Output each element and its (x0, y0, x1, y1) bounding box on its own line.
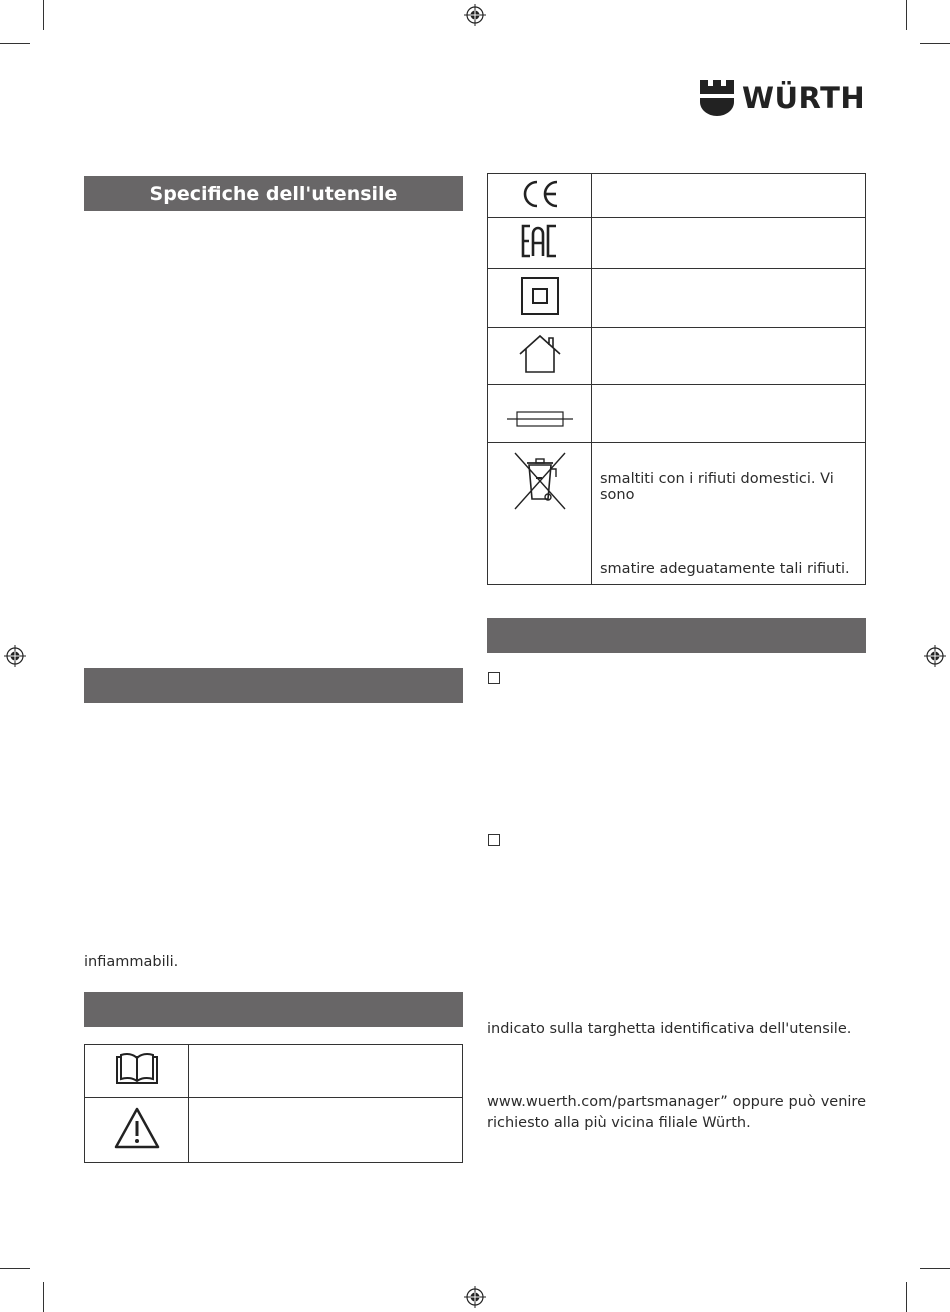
ce-mark-icon (519, 179, 561, 209)
symbol-row (488, 443, 866, 585)
symbol-desc-cell (592, 385, 866, 443)
section-header-specs (84, 176, 463, 211)
symbol-desc-cell (189, 1045, 463, 1098)
flammable-text: infiammabili. (84, 954, 179, 970)
registration-mark-icon (4, 645, 26, 667)
symbol-desc-cell (592, 443, 866, 585)
symbol-icon-cell (85, 1045, 189, 1098)
crop-mark (920, 43, 950, 44)
crop-mark (920, 1268, 950, 1269)
registration-mark-icon (924, 645, 946, 667)
symbol-table-right (487, 173, 866, 585)
symbol-icon-cell (488, 328, 592, 385)
weee-text-line2: smatire adeguatamente tali rifiuti. (600, 561, 850, 577)
registration-mark-icon (464, 4, 486, 26)
indoor-use-icon (517, 334, 563, 374)
section-header-4 (487, 618, 866, 653)
nameplate-text: indicato sulla targhetta identificativa dell'utensile. (487, 1021, 852, 1037)
parts-text-line2: richiesto alla più vicina filiale Würth. (487, 1115, 751, 1131)
crop-mark (906, 1282, 907, 1312)
weee-bin-icon (511, 449, 569, 511)
crop-mark (906, 0, 907, 30)
brand-name: WÜRTH (742, 81, 866, 115)
symbol-desc-cell (592, 174, 866, 218)
symbol-icon-cell (85, 1098, 189, 1163)
fuse-icon (505, 407, 575, 431)
eac-mark-icon (521, 224, 559, 258)
weee-text-line1: smaltiti con i rifiuti domestici. Vi sono (600, 471, 834, 503)
crop-mark (0, 1268, 30, 1269)
bullet-box (488, 834, 500, 846)
symbol-row (85, 1045, 463, 1098)
symbol-icon-cell (488, 218, 592, 269)
crop-mark (43, 1282, 44, 1312)
double-insulation-icon (520, 276, 560, 316)
crop-mark (43, 0, 44, 30)
brand-logo (700, 79, 865, 117)
symbol-desc-cell (592, 269, 866, 328)
section-title: Specifiche dell'utensile (149, 182, 398, 205)
symbol-row (488, 218, 866, 269)
symbol-desc-cell (189, 1098, 463, 1163)
symbol-row (488, 174, 866, 218)
wurth-emblem-icon (700, 80, 734, 116)
symbol-icon-cell (488, 443, 592, 585)
symbol-table-left (84, 1044, 463, 1163)
warning-triangle-icon (113, 1106, 161, 1150)
symbol-icon-cell (488, 385, 592, 443)
symbol-icon-cell (488, 174, 592, 218)
symbol-row (488, 328, 866, 385)
symbol-desc-cell (592, 218, 866, 269)
symbol-row (488, 269, 866, 328)
symbol-icon-cell (488, 269, 592, 328)
section-header-2 (84, 668, 463, 703)
registration-mark-icon (464, 1286, 486, 1308)
symbol-row (85, 1098, 463, 1163)
crop-mark (0, 43, 30, 44)
symbol-desc-cell (592, 328, 866, 385)
bullet-box (488, 672, 500, 684)
section-header-3 (84, 992, 463, 1027)
symbol-row (488, 385, 866, 443)
parts-text-line1: www.wuerth.com/partsmanager” oppure può venire (487, 1094, 866, 1110)
read-manual-icon (115, 1051, 159, 1087)
parts-text (487, 1092, 866, 1134)
